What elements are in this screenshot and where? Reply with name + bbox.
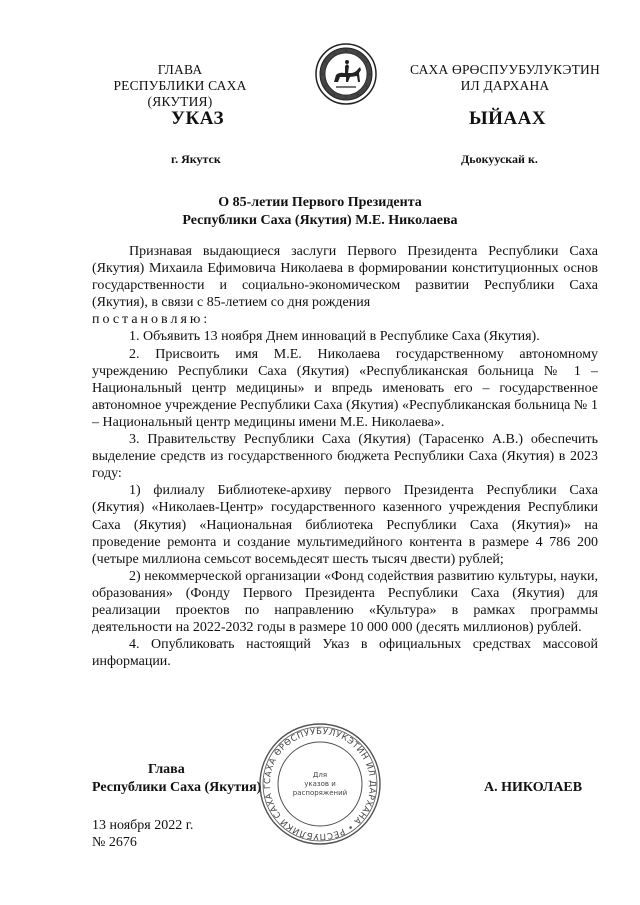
stamp-center-line1: Для [312, 771, 328, 779]
stamp-ring-text: САХА ӨРӨСПУУБУЛУКЭТИН ИЛ ДАРХАНА • РЕСПУБЛИКИ САХА Г [262, 726, 378, 842]
coat-of-arms-emblem [314, 42, 378, 106]
preamble-paragraph [92, 243, 598, 311]
resolve-paragraph [92, 311, 598, 328]
header-right [395, 62, 615, 94]
header-right-line2: ИЛ ДАРХАНА [460, 78, 550, 93]
city-right: Дьокуускай к. [461, 152, 538, 166]
resolve-word: постановляю: [92, 312, 211, 328]
header-right-line1: САХА ӨРӨСПУУБУЛУКЭТИН [410, 62, 600, 77]
document-title [0, 194, 640, 230]
signatory-name: А. НИКОЛАЕВ [484, 780, 583, 795]
paragraph-3: 3. Правительству Республики Саха (Якутия) (Тарасенко А.В.) обеспечить выделение средств из государственного бюджета Республики Саха (Якутия) в 2023 году: [92, 432, 598, 482]
doc-type-left: УКАЗ [171, 108, 224, 129]
paragraph-3-2: 2) некоммерческой организации «Фонд содействия развитию культуры, науки, образования» (Фонду Первого Президента Республики Саха (Якутия) для реализации проектов по направлению «Культура» в рамках программы деятельности на 2022-2032 годы в размере 10 000 000 (десять миллионов) рублей. [92, 568, 598, 636]
signature-position-line1: Глава [148, 762, 185, 777]
header-left-line1: ГЛАВА [157, 62, 203, 77]
signature-position-line2: Республики Саха (Якутия) [92, 780, 262, 795]
doc-type-right: ЫЙААХ [469, 108, 547, 129]
paragraph-3-1: 1) филиалу Библиотеке-архиву первого Президента Республики Саха (Якутия) «Николаев-Центр» государственного казенного учреждения Республики Саха (Якутия) «Национальная библиотека Республики Саха (Якутия)» на проведение ремонта и создание мультимедийного контента в размере 4 786 200 (четыре миллиона семьсот восемьдесят шесть тысяч двести) рублей; [92, 483, 598, 567]
document-date: 13 ноября 2022 г. [92, 818, 194, 833]
title-line1: О 85-летии Первого Президента [218, 195, 422, 210]
document-number: № 2676 [92, 835, 137, 850]
city-left: г. Якутск [171, 152, 221, 166]
preamble-text: Признавая выдающиеся заслуги Первого Президента Республики Саха (Якутия) Михаила Ефимовича Николаева в формировании конституционных основ государственности и социально-экономическом развитии Республики Саха (Якутия), в связи с 85-летием со дня рождения [92, 244, 598, 311]
header-left-line2: РЕСПУБЛИКИ САХА (ЯКУТИЯ) [113, 78, 247, 109]
stamp-center-line2: указов и [304, 780, 336, 788]
document-body [92, 243, 598, 670]
official-stamp [258, 722, 382, 846]
document-footer [92, 817, 193, 851]
header-left [80, 62, 280, 110]
stamp-center-line3: распоряжений [292, 789, 348, 797]
paragraph-2: 2. Присвоить имя М.Е. Николаева государственному автономному учреждению Республики Саха (Якутия) «Республиканская больница № 1 – Национальный центр медицины» и впредь именовать его – государственное автономное учреждение Республики Саха (Якутия) «Республиканская больница № 1 – Национальный центр медицины имени М.Е. Николаева». [92, 346, 598, 430]
paragraph-4: 4. Опубликовать настоящий Указ в официальных средствах массовой информации. [92, 637, 598, 670]
signature-position [92, 761, 261, 797]
paragraph-1: 1. Объявить 13 ноября Днем инноваций в Республике Саха (Якутия). [129, 329, 540, 345]
title-line2: Республики Саха (Якутия) М.Е. Николаева [182, 213, 458, 228]
